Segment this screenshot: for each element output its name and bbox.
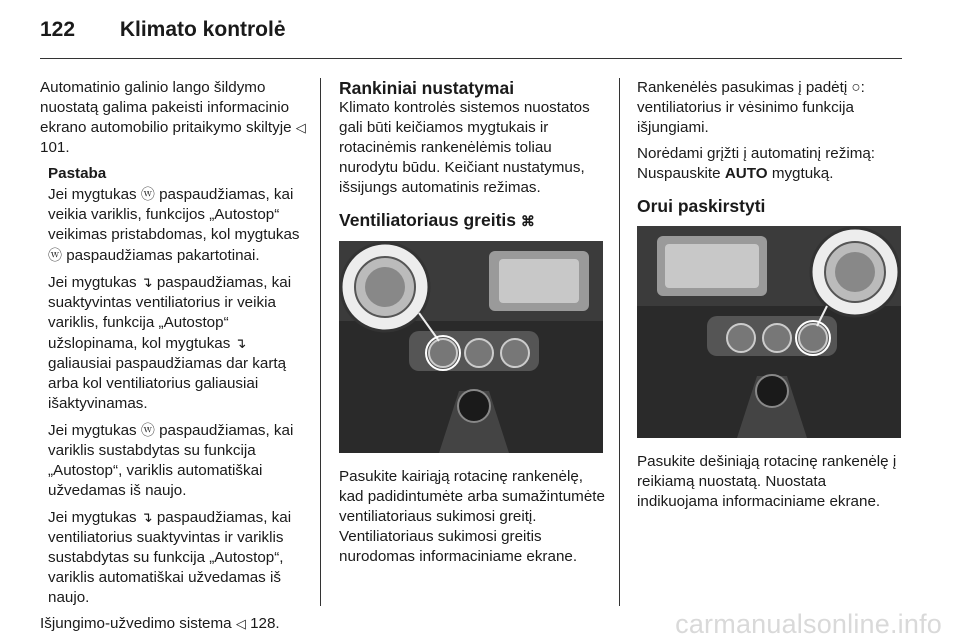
note-paragraph-2: Jei mygtukas ↴ paspaudžiamas, kai suaktyvintas ventiliatorius ir veikia variklis, funkcija „Autostop“ užslopinama, kol mygtukas ↴ galiausiai paspaudžiamas dar kartą arba kol ventiliatorius galiausiai išaktyvinamas. bbox=[48, 274, 292, 412]
fan-speed-caption: Pasukite kairiąją rotacinę rankenėlę, kad padidintumėte arba sumažintumėte ventiliatoriaus sukimosi greitį. Ventiliatoriaus sukimosi greitis nurodomas informaciniame ekrane. bbox=[339, 468, 605, 565]
note-block bbox=[48, 164, 308, 608]
eco-button-icon: ⓦ bbox=[140, 186, 155, 202]
page-title: Klimato kontrolė bbox=[119, 18, 286, 41]
air-distribution-caption: Pasukite dešiniąją rotacinę rankenėlę į reikiamą nuostatą. Nuostata indikuojama informaciniame ekrane. bbox=[637, 453, 897, 510]
air-distribution-figure bbox=[637, 226, 901, 438]
column-divider bbox=[320, 78, 321, 606]
page-header bbox=[40, 18, 286, 42]
note-paragraph-4: Jei mygtukas ↴ paspaudžiamas, kai ventiliatorius suaktyvintas ir variklis sustabdytas su funkcija „Autostop“, variklis automatiškai užvedamas iš naujo. bbox=[48, 509, 292, 606]
manual-settings-intro: Klimato kontrolės sistemos nuostatos gali būti keičiamos mygtukais ir rotacinėmis rankenėlėmis toliau nurodytu būdu. Keičiant nustatymus, išsijungs automatinis režimas. bbox=[339, 99, 590, 196]
auto-button-label: AUTO bbox=[724, 165, 768, 182]
note-paragraph-1: Jei mygtukas ⓦ paspaudžiamas, kai veikia variklis, funkcijos „Autostop“ veikimas pristabdomas, kol mygtukas ⓦ paspaudžiamas pakartotinai. bbox=[48, 186, 300, 264]
column-3 bbox=[637, 78, 905, 518]
air-distribution-heading: Orui paskirstyti bbox=[637, 196, 766, 216]
watermark: carmanualsonline.info bbox=[675, 609, 942, 639]
eco-button-icon: ⓦ bbox=[140, 422, 155, 438]
page-number: 122 bbox=[40, 18, 76, 41]
ref-arrow-icon: ◁ bbox=[235, 616, 246, 631]
off-position-paragraph: Rankenėlės pasukimas į padėtį ○: ventiliatorius ir vėsinimo funkcija išjungiami. bbox=[637, 79, 865, 136]
recirc-button-icon: ↴ bbox=[234, 335, 247, 351]
recirc-button-icon: ↴ bbox=[140, 509, 153, 525]
eco-button-icon: ⓦ bbox=[48, 247, 62, 263]
column-1 bbox=[40, 78, 308, 640]
stopstart-reference: Išjungimo-užvedimo sistema ◁ 128. bbox=[40, 615, 280, 632]
column-2 bbox=[339, 78, 607, 573]
ref-arrow-icon: ◁ bbox=[295, 120, 306, 135]
recirc-button-icon: ↴ bbox=[140, 274, 153, 290]
column-divider bbox=[619, 78, 620, 606]
manual-settings-heading: Rankiniai nustatymai bbox=[339, 78, 515, 98]
auto-mode-paragraph: Norėdami grįžti į automatinį režimą: Nuspauskite AUTO mygtuką. bbox=[637, 145, 876, 182]
fan-speed-figure bbox=[339, 241, 603, 453]
fan-icon: ⌘ bbox=[520, 213, 535, 229]
intro-ref: 101. bbox=[40, 139, 70, 156]
note-paragraph-3: Jei mygtukas ⓦ paspaudžiamas, kai variklis sustabdytas su funkcija „Autostop“, variklis automatiškai užvedamas iš naujo. bbox=[48, 422, 294, 499]
header-rule bbox=[40, 58, 902, 59]
note-title: Pastaba bbox=[48, 165, 107, 182]
fan-speed-heading: Ventiliatoriaus greitis ⌘ bbox=[339, 210, 535, 230]
intro-paragraph: Automatinio galinio lango šildymo nuostatą galima pakeisti informacinio ekrano automobilio pritaikymo skiltyje ◁ 101. bbox=[40, 79, 306, 156]
